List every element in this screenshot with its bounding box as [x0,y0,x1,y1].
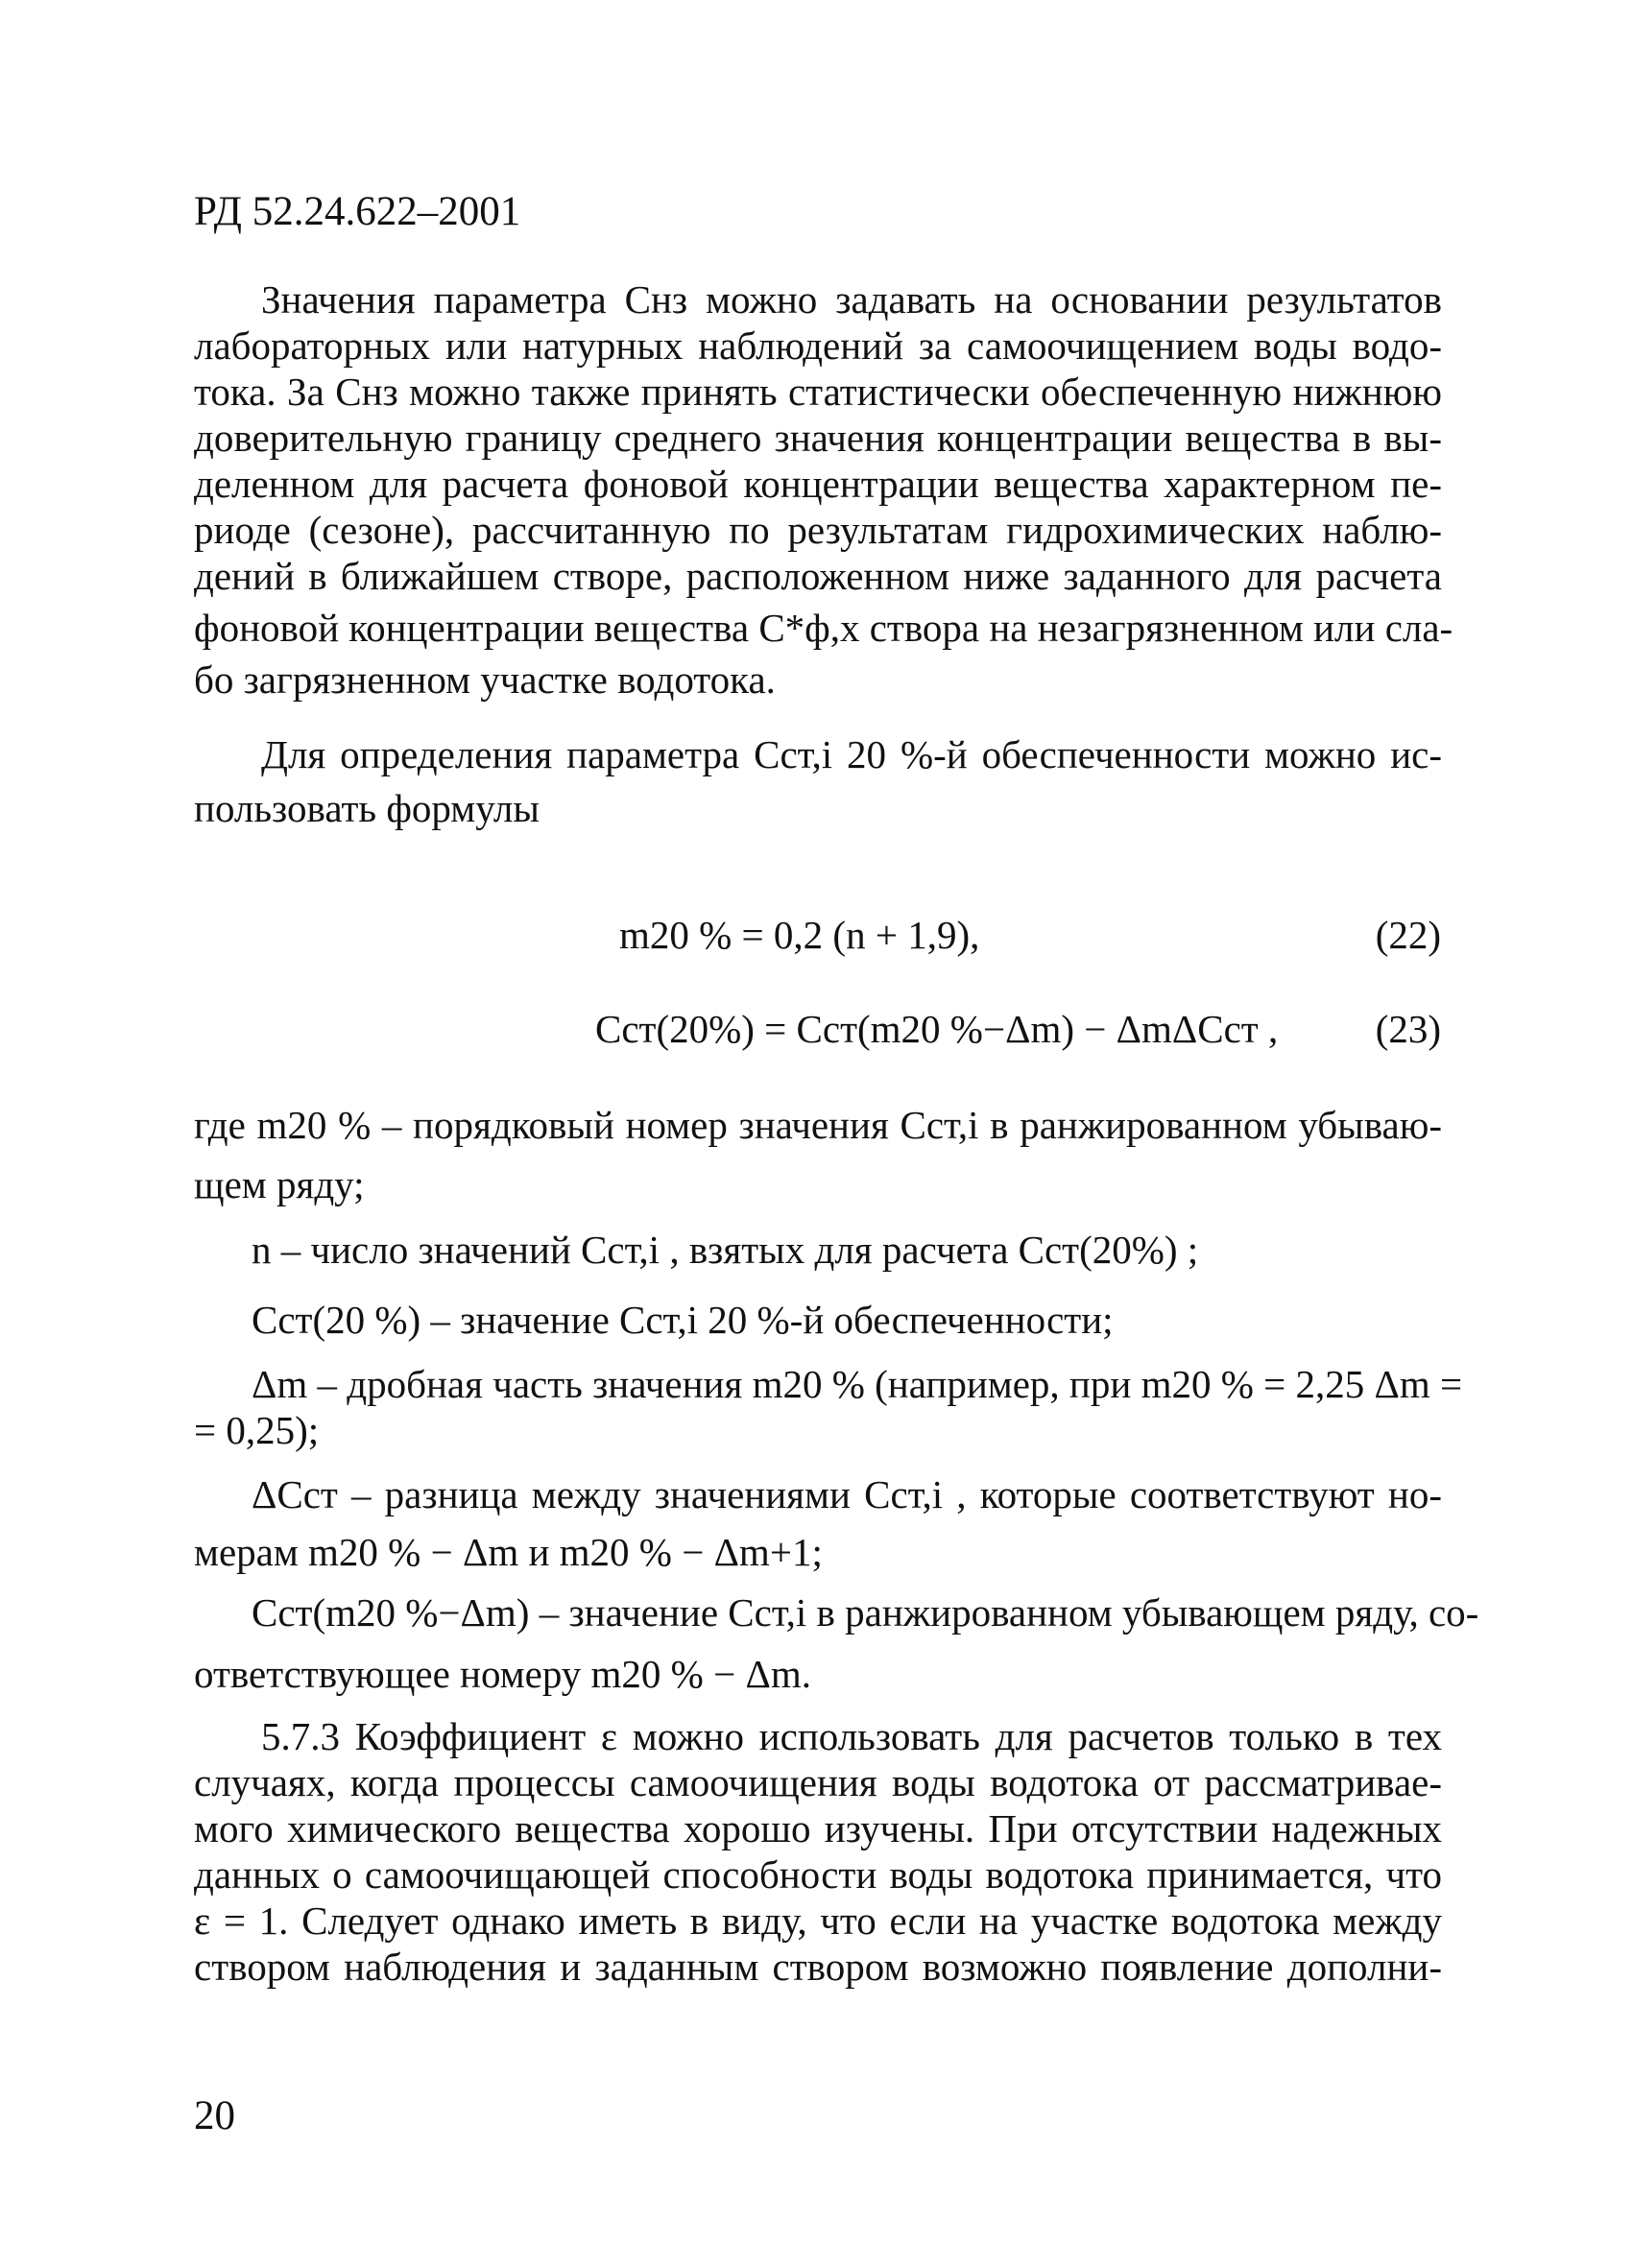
equation-number-23: (23) [1375,1007,1441,1051]
text-line: фоновой концентрации вещества C*ф,x створа на незагрязненном или сла- [194,606,1453,650]
document-code: РД 52.24.622–2001 [194,189,521,234]
text-line: случаях, когда процессы самоочищения воды водотока от рассматривае- [194,1760,1442,1804]
text-line: мого химического вещества хорошо изучены. При отсутствии надежных [194,1806,1442,1850]
page-number: 20 [194,2093,235,2138]
definition-line: Δm – дробная часть значения m20 % (например, при m20 % = 2,25 Δm = [252,1362,1463,1406]
text-line: доверительную границу среднего значения концентрации вещества в вы- [194,416,1442,460]
text-line: Значения параметра Cнз можно задавать на основании результатов [261,277,1442,322]
definition-line: ΔCст – разница между значениями Cст,i , которые соответствуют но- [252,1472,1442,1516]
text-line: бо загрязненном участке водотока. [194,657,776,702]
text-line: данных о самоочищающей способности воды водотока принимается, что [194,1852,1442,1897]
definition-line: где m20 % – порядковый номер значения Cст,i в ранжированном убываю- [194,1103,1442,1147]
text-line: Для определения параметра Cст,i 20 %-й обеспеченности можно ис- [261,732,1442,776]
text-line: створом наблюдения и заданным створом возможно появление дополни- [194,1945,1442,1989]
text-line: тока. За Cнз можно также принять статистически обеспеченную нижнюю [194,370,1442,414]
definition-line: Cст(20 %) – значение Cст,i 20 %-й обеспеченности; [252,1298,1114,1342]
formula-22: m20 % = 0,2 (n + 1,9), [619,913,980,957]
definition-line: Cст(m20 %−Δm) – значение Cст,i в ранжированном убывающем ряду, со- [252,1590,1479,1635]
text-line: лабораторных или натурных наблюдений за самоочищением воды водо- [194,323,1442,368]
formula-23: Cст(20%) = Cст(m20 %−Δm) − ΔmΔCст , [595,1007,1279,1051]
paragraph-formula-intro [194,731,1442,831]
definition-line: мерам m20 % − Δm и m20 % − Δm+1; [194,1530,823,1574]
text-line: риоде (сезоне), рассчитанную по результатам гидрохимических наблю- [194,508,1442,552]
text-line: ε = 1. Следует однако иметь в виду, что если на участке водотока между [194,1898,1442,1943]
paragraph-parameter-values [194,276,1453,703]
paragraph-5-7-3 [194,1713,1442,1990]
definition-line: ответствующее номеру m20 % − Δm. [194,1652,811,1696]
definition-line: щем ряду; [194,1162,365,1206]
text-line: пользовать формулы [194,786,540,830]
text-line: дений в ближайшем створе, расположенном ниже заданного для расчета [194,554,1442,598]
definition-line: n – число значений Cст,i , взятых для расчета Cст(20%) ; [252,1228,1199,1272]
definition-line: = 0,25); [194,1408,320,1452]
text-line: деленном для расчета фоновой концентрации вещества характерном пе- [194,462,1442,506]
text-line: 5.7.3 Коэффициент ε можно использовать для расчетов только в тех [261,1714,1442,1758]
equation-number-22: (22) [1375,913,1441,957]
